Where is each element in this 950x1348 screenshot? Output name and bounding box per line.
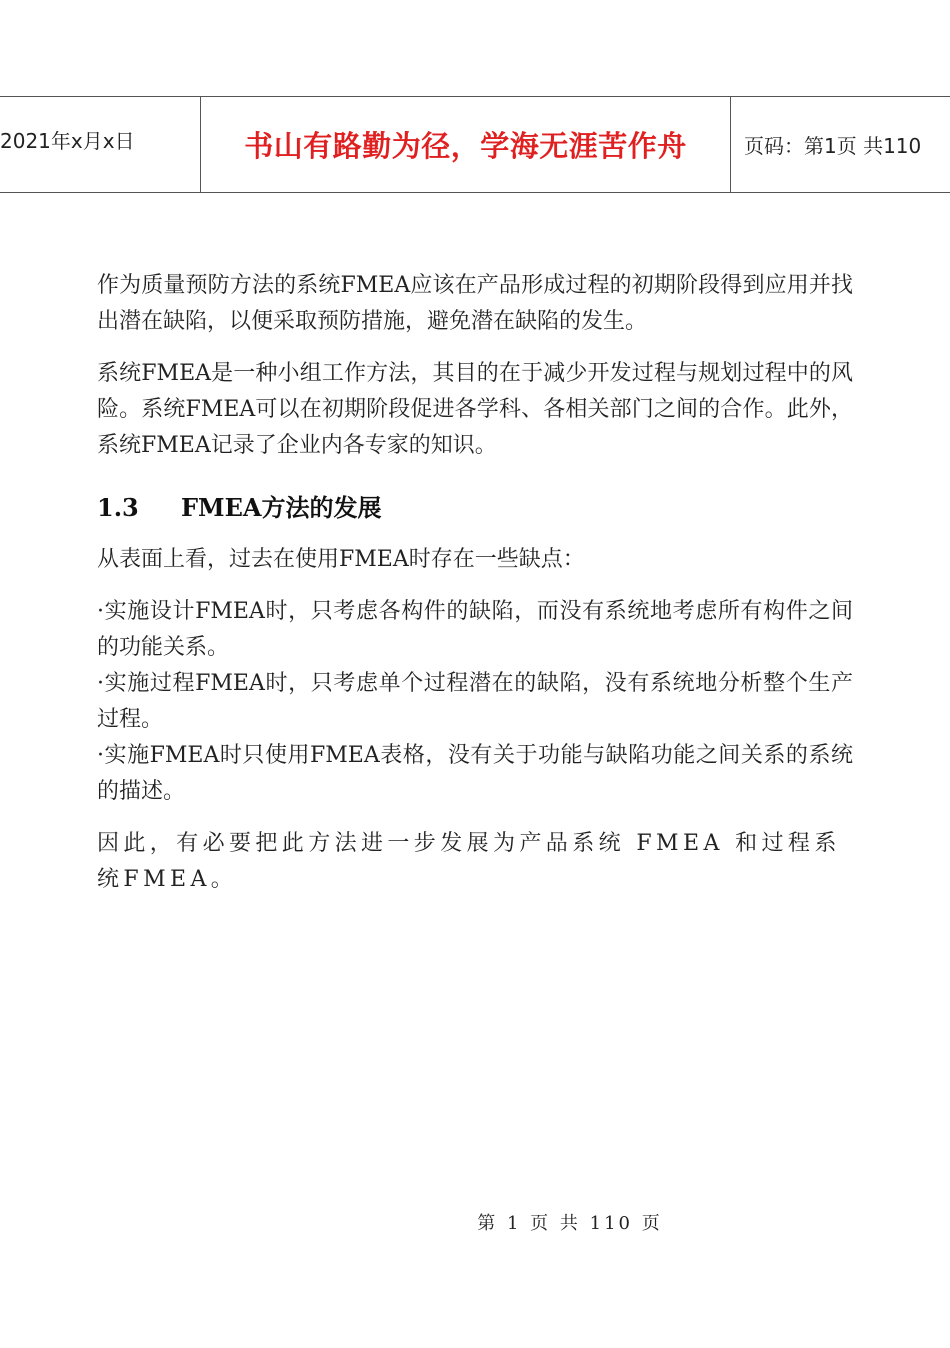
page-footer: 第 1 页 共 110 页 [477, 1213, 663, 1234]
header-date: 2021年x月x日 [0, 97, 201, 192]
page-header [0, 96, 950, 193]
header-motto: 书山有路勤为径，学海无涯苦作舟 [201, 97, 731, 192]
header-page-number: 页码：第1页 共110 [744, 134, 922, 158]
paragraph-4: 因此，有必要把此方法进一步发展为产品系统 FMEA 和过程系统FMEA。 [97, 831, 841, 892]
paragraph-2: 系统FMEA是一种小组工作方法，其目的在于减少开发过程与规划过程中的风险。系统FMEA可以在初期阶段促进各学科、各相关部门之间的合作。此外，系统FMEA记录了企业内各专家的知识。 [97, 361, 853, 458]
bullet-item-1: ·实施设计FMEA时，只考虑各构件的缺陷，而没有系统地考虑所有构件之间的功能关系。 [97, 599, 853, 660]
section-heading [97, 488, 853, 528]
document-body [97, 268, 853, 898]
paragraph-3: 从表面上看，过去在使用FMEA时存在一些缺点： [97, 547, 585, 572]
bullet-list [97, 594, 853, 810]
paragraph-1: 作为质量预防方法的系统FMEA应该在产品形成过程的初期阶段得到应用并找出潜在缺陷，以便采取预防措施，避免潜在缺陷的发生。 [97, 273, 853, 334]
bullet-item-3: ·实施FMEA时只使用FMEA表格，没有关于功能与缺陷功能之间关系的系统的描述。 [97, 743, 853, 804]
section-title: FMEA方法的发展 [181, 493, 382, 522]
bullet-item-2: ·实施过程FMEA时，只考虑单个过程潜在的缺陷，没有系统地分析整个生产过程。 [97, 671, 853, 732]
section-number: 1.3 [97, 493, 139, 522]
